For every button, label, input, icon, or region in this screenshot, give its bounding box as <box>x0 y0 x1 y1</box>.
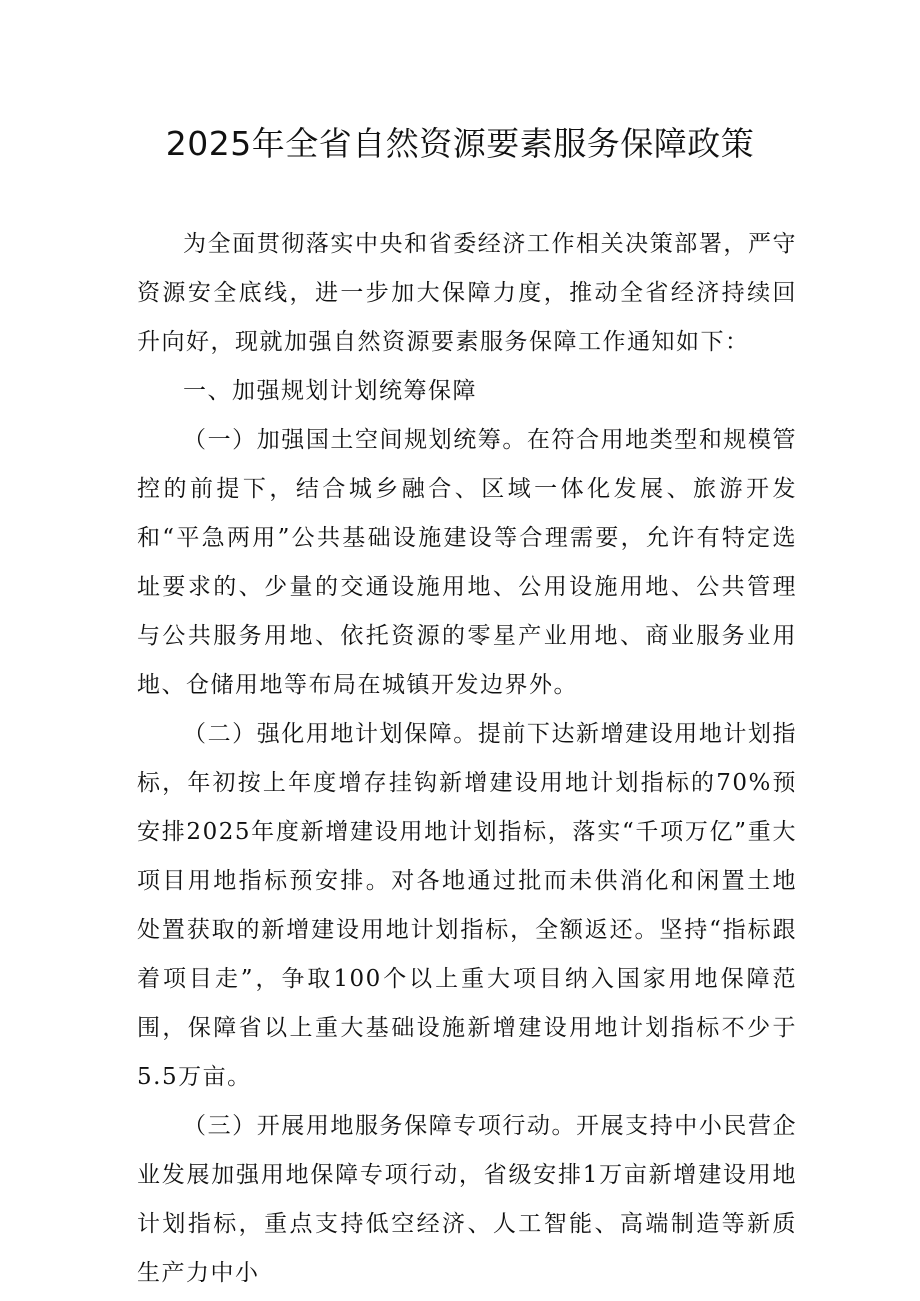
document-title: 2025年全省自然资源要素服务保障政策 <box>165 124 755 163</box>
paragraph-item-2: （二）强化用地计划保障。提前下达新增建设用地计划指标，年初按上年度增存挂钩新增建设用地计划指标的70%预安排2025年度新增建设用地计划指标，落实“千项万亿”重大项目用地指标预安排。对各地通过批而未供消化和闲置土地处置获取的新增建设用地计划指标，全额返还。坚持“指标跟着项目走”，争取100个以上重大项目纳入国家用地保障范围，保障省以上重大基础设施新增建设用地计划指标不少于5.5万亩。 <box>137 721 797 1090</box>
section-heading-1: 一、加强规划计划统筹保障 <box>183 378 477 404</box>
intro-paragraph: 为全面贯彻落实中央和省委经济工作相关决策部署，严守资源安全底线，进一步加大保障力度，推动全省经济持续回升向好，现就加强自然资源要素服务保障工作通知如下： <box>137 231 797 355</box>
document-body <box>137 220 797 1298</box>
paragraph-item-1: （一）加强国土空间规划统筹。在符合用地类型和规模管控的前提下，结合城乡融合、区域一体化发展、旅游开发和“平急两用”公共基础设施建设等合理需要，允许有特定选址要求的、少量的交通设施用地、公用设施用地、公共管理与公共服务用地、依托资源的零星产业用地、商业服务业用地、仓储用地等布局在城镇开发边界外。 <box>137 427 797 698</box>
paragraph-item-3: （三）开展用地服务保障专项行动。开展支持中小民营企业发展加强用地保障专项行动，省级安排1万亩新增建设用地计划指标，重点支持低空经济、人工智能、高端制造等新质生产力中小 <box>137 1113 797 1286</box>
